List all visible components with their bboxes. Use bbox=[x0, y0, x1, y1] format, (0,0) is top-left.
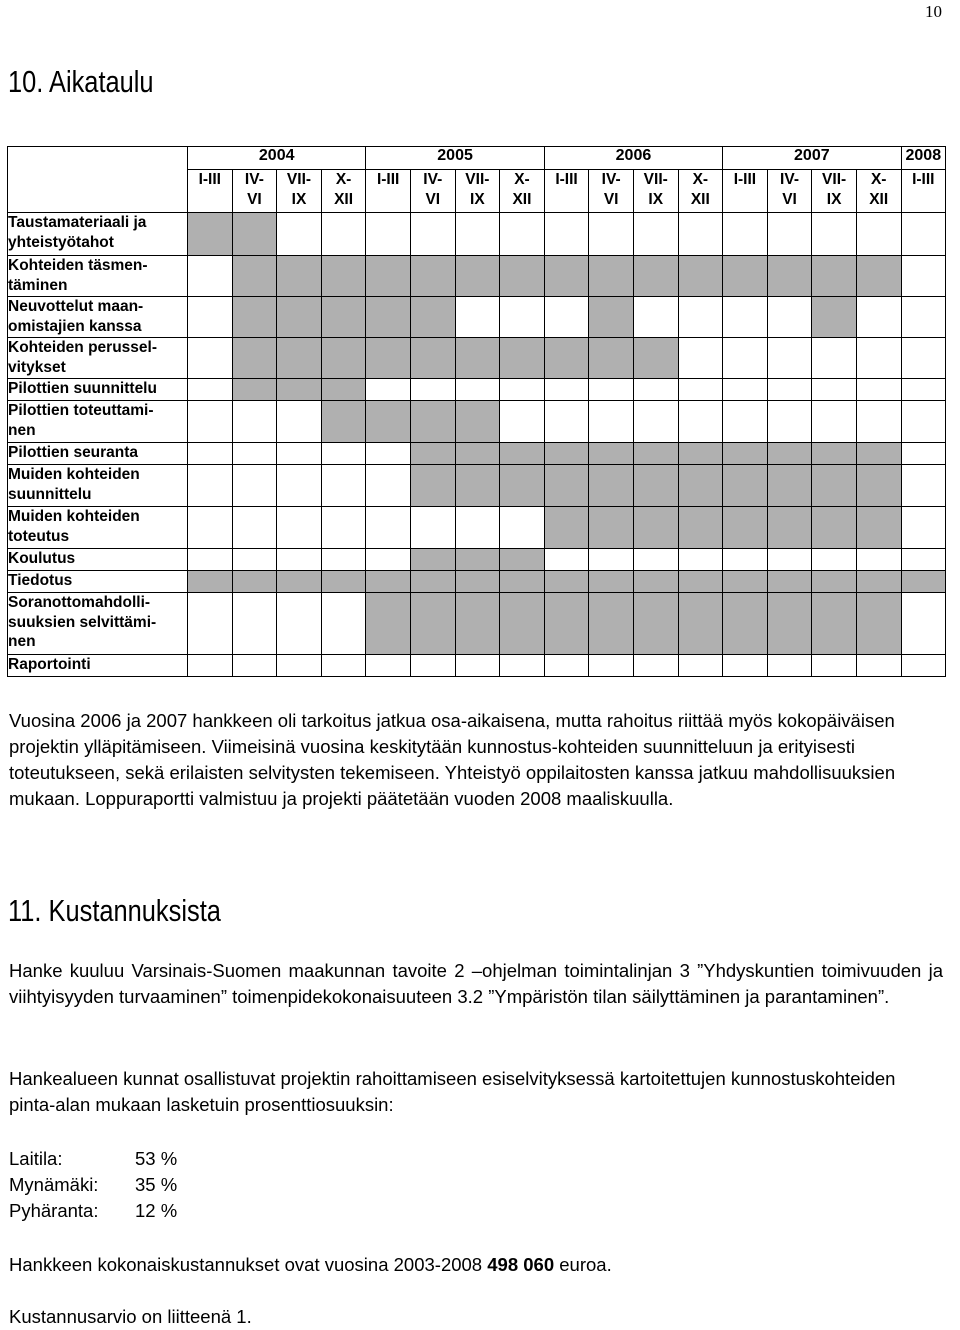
schedule-cell-empty bbox=[366, 549, 411, 571]
schedule-cell-active bbox=[901, 571, 946, 593]
schedule-cell-active bbox=[812, 297, 857, 338]
schedule-cell-active bbox=[321, 297, 366, 338]
task-row bbox=[8, 465, 946, 507]
quarter-header: IV- VI bbox=[767, 170, 812, 213]
header-corner bbox=[8, 147, 188, 213]
schedule-cell-active bbox=[633, 507, 678, 549]
schedule-cell-empty bbox=[767, 549, 812, 571]
task-label: Pilottien seuranta bbox=[8, 443, 188, 465]
schedule-cell-empty bbox=[856, 297, 901, 338]
schedule-cell-empty bbox=[901, 443, 946, 465]
task-row bbox=[8, 256, 946, 297]
schedule-cell-active bbox=[321, 571, 366, 593]
schedule-cell-active bbox=[500, 256, 545, 297]
schedule-cell-active bbox=[410, 401, 455, 443]
schedule-cell-active bbox=[544, 507, 589, 549]
task-label: Muiden kohteiden suunnittelu bbox=[8, 465, 188, 507]
schedule-cell-empty bbox=[812, 401, 857, 443]
schedule-cell-empty bbox=[589, 213, 634, 256]
schedule-cell-empty bbox=[188, 465, 233, 507]
quarter-header: X- XII bbox=[856, 170, 901, 213]
schedule-cell-active bbox=[767, 507, 812, 549]
schedule-cell-active bbox=[277, 297, 322, 338]
section-11-heading: 11. Kustannuksista bbox=[8, 893, 221, 928]
schedule-cell-empty bbox=[723, 549, 768, 571]
schedule-cell-active bbox=[723, 593, 768, 655]
schedule-cell-active bbox=[455, 571, 500, 593]
municipality-share-list bbox=[9, 1146, 177, 1224]
schedule-cell-empty bbox=[277, 401, 322, 443]
municipality-name: Pyhäranta: bbox=[9, 1200, 99, 1221]
schedule-cell-active bbox=[455, 593, 500, 655]
schedule-cell-empty bbox=[455, 213, 500, 256]
schedule-cell-empty bbox=[188, 379, 233, 401]
schedule-cell-active bbox=[500, 443, 545, 465]
schedule-cell-empty bbox=[232, 401, 277, 443]
schedule-cell-empty bbox=[410, 655, 455, 677]
schedule-cell-empty bbox=[678, 213, 723, 256]
task-row bbox=[8, 379, 946, 401]
schedule-cell-empty bbox=[901, 507, 946, 549]
schedule-cell-empty bbox=[589, 379, 634, 401]
schedule-cell-empty bbox=[232, 443, 277, 465]
schedule-cell-empty bbox=[321, 465, 366, 507]
schedule-cell-empty bbox=[901, 549, 946, 571]
schedule-cell-empty bbox=[856, 549, 901, 571]
schedule-cell-active bbox=[767, 443, 812, 465]
schedule-cell-empty bbox=[277, 655, 322, 677]
quarter-header: VII- IX bbox=[455, 170, 500, 213]
task-label: Raportointi bbox=[8, 655, 188, 677]
schedule-cell-empty bbox=[232, 465, 277, 507]
schedule-cell-empty bbox=[678, 338, 723, 379]
total-cost-prefix: Hankkeen kokonaiskustannukset ovat vuosina 2003-2008 bbox=[9, 1254, 483, 1275]
schedule-cell-active bbox=[410, 549, 455, 571]
schedule-cell-active bbox=[856, 507, 901, 549]
schedule-cell-empty bbox=[410, 213, 455, 256]
schedule-cell-empty bbox=[812, 379, 857, 401]
schedule-cell-active bbox=[723, 507, 768, 549]
schedule-cell-empty bbox=[500, 213, 545, 256]
schedule-cell-empty bbox=[500, 655, 545, 677]
schedule-cell-empty bbox=[366, 655, 411, 677]
schedule-cell-active bbox=[500, 571, 545, 593]
schedule-cell-active bbox=[544, 256, 589, 297]
schedule-cell-active bbox=[188, 571, 233, 593]
schedule-cell-active bbox=[856, 443, 901, 465]
municipality-name: Mynämäki: bbox=[9, 1174, 99, 1195]
schedule-cell-active bbox=[589, 443, 634, 465]
schedule-cell-active bbox=[633, 256, 678, 297]
quarter-header: VII- IX bbox=[633, 170, 678, 213]
schedule-cell-empty bbox=[455, 297, 500, 338]
quarter-header: IV- VI bbox=[232, 170, 277, 213]
schedule-cell-empty bbox=[500, 379, 545, 401]
schedule-cell-empty bbox=[544, 297, 589, 338]
schedule-cell-empty bbox=[589, 655, 634, 677]
schedule-cell-active bbox=[856, 465, 901, 507]
schedule-cell-active bbox=[500, 465, 545, 507]
schedule-cell-active bbox=[366, 571, 411, 593]
schedule-cell-active bbox=[678, 465, 723, 507]
schedule-cell-active bbox=[232, 379, 277, 401]
schedule-cell-empty bbox=[723, 297, 768, 338]
quarter-header: IV- VI bbox=[410, 170, 455, 213]
schedule-cell-empty bbox=[366, 213, 411, 256]
schedule-cell-active bbox=[455, 338, 500, 379]
schedule-cell-active bbox=[544, 593, 589, 655]
schedule-cell-empty bbox=[856, 401, 901, 443]
schedule-cell-active bbox=[723, 256, 768, 297]
year-header: 2004 bbox=[188, 147, 366, 170]
schedule-cell-active bbox=[812, 571, 857, 593]
schedule-cell-empty bbox=[188, 297, 233, 338]
quarter-header: I-III bbox=[366, 170, 411, 213]
schedule-cell-empty bbox=[277, 549, 322, 571]
schedule-cell-active bbox=[455, 443, 500, 465]
schedule-cell-active bbox=[277, 256, 322, 297]
schedule-cell-empty bbox=[678, 379, 723, 401]
schedule-cell-empty bbox=[500, 401, 545, 443]
schedule-cell-empty bbox=[856, 213, 901, 256]
schedule-cell-active bbox=[678, 443, 723, 465]
schedule-cell-empty bbox=[589, 549, 634, 571]
quarter-header: I-III bbox=[723, 170, 768, 213]
schedule-cell-empty bbox=[232, 507, 277, 549]
schedule-cell-empty bbox=[232, 549, 277, 571]
schedule-cell-empty bbox=[767, 401, 812, 443]
schedule-cell-empty bbox=[678, 401, 723, 443]
schedule-cell-empty bbox=[366, 507, 411, 549]
schedule-cell-empty bbox=[812, 213, 857, 256]
task-row bbox=[8, 443, 946, 465]
schedule-cell-active bbox=[633, 593, 678, 655]
schedule-cell-active bbox=[544, 571, 589, 593]
schedule-cell-active bbox=[500, 593, 545, 655]
schedule-cell-active bbox=[410, 338, 455, 379]
schedule-cell-empty bbox=[366, 465, 411, 507]
schedule-cell-empty bbox=[901, 213, 946, 256]
schedule-cell-empty bbox=[277, 593, 322, 655]
schedule-cell-active bbox=[321, 256, 366, 297]
schedule-cell-active bbox=[455, 549, 500, 571]
year-header: 2006 bbox=[544, 147, 722, 170]
schedule-cell-empty bbox=[767, 297, 812, 338]
schedule-cell-active bbox=[500, 338, 545, 379]
quarter-header: VII- IX bbox=[277, 170, 322, 213]
section-10-heading: 10. Aikataulu bbox=[8, 64, 154, 99]
funding-paragraph: Hankealueen kunnat osallistuvat projektin rahoittamiseen esiselvityksessä kartoitettujen kunnostuskohteiden pinta-alan mukaan lasketuin prosenttiosuuksin: bbox=[9, 1068, 896, 1115]
schedule-cell-active bbox=[277, 338, 322, 379]
schedule-cell-active bbox=[678, 256, 723, 297]
schedule-cell-empty bbox=[188, 256, 233, 297]
year-header: 2005 bbox=[366, 147, 544, 170]
schedule-cell-empty bbox=[901, 401, 946, 443]
schedule-cell-active bbox=[500, 549, 545, 571]
total-cost-suffix: euroa. bbox=[559, 1254, 612, 1275]
schedule-cell-empty bbox=[321, 549, 366, 571]
annex-note: Kustannusarvio on liitteenä 1. bbox=[9, 1306, 252, 1327]
year-header: 2008 bbox=[901, 147, 946, 170]
task-label: Pilottien suunnittelu bbox=[8, 379, 188, 401]
schedule-cell-empty bbox=[188, 507, 233, 549]
task-label: Kohteiden täsmen- täminen bbox=[8, 256, 188, 297]
task-row bbox=[8, 593, 946, 655]
schedule-cell-active bbox=[589, 593, 634, 655]
schedule-cell-empty bbox=[901, 338, 946, 379]
schedule-cell-active bbox=[455, 465, 500, 507]
schedule-cell-active bbox=[277, 571, 322, 593]
schedule-cell-empty bbox=[723, 379, 768, 401]
municipality-share: 35 % bbox=[135, 1174, 178, 1195]
schedule-cell-active bbox=[812, 443, 857, 465]
quarter-header: I-III bbox=[188, 170, 233, 213]
schedule-cell-active bbox=[232, 297, 277, 338]
schedule-cell-empty bbox=[633, 213, 678, 256]
schedule-cell-empty bbox=[812, 655, 857, 677]
schedule-cell-active bbox=[366, 256, 411, 297]
total-cost-amount: 498 060 bbox=[487, 1254, 555, 1275]
schedule-cell-empty bbox=[901, 297, 946, 338]
share-row bbox=[9, 1146, 177, 1172]
schedule-cell-active bbox=[767, 571, 812, 593]
schedule-cell-empty bbox=[589, 401, 634, 443]
program-paragraph: Hanke kuuluu Varsinais-Suomen maakunnan tavoite 2 –ohjelman toimintalinjan 3 ”Yhdyskuntien toimivuuden ja viihtyisyyden turvaaminen” toimenpidekokonaisuuteen 3.2 ”Ympäristön tilan säilyttäminen ja parantaminen”. bbox=[9, 960, 943, 1007]
schedule-cell-active bbox=[723, 443, 768, 465]
task-row bbox=[8, 297, 946, 338]
schedule-cell-active bbox=[856, 571, 901, 593]
schedule-cell-empty bbox=[188, 593, 233, 655]
schedule-cell-active bbox=[410, 465, 455, 507]
task-row bbox=[8, 571, 946, 593]
schedule-cell-empty bbox=[321, 213, 366, 256]
schedule-cell-empty bbox=[188, 401, 233, 443]
schedule-cell-empty bbox=[856, 655, 901, 677]
schedule-cell-empty bbox=[723, 338, 768, 379]
schedule-cell-active bbox=[723, 465, 768, 507]
schedule-cell-empty bbox=[500, 507, 545, 549]
task-label: Koulutus bbox=[8, 549, 188, 571]
schedule-cell-empty bbox=[188, 338, 233, 379]
schedule-cell-active bbox=[544, 443, 589, 465]
schedule-cell-empty bbox=[188, 443, 233, 465]
schedule-cell-empty bbox=[544, 379, 589, 401]
schedule-cell-empty bbox=[856, 338, 901, 379]
schedule-cell-active bbox=[589, 297, 634, 338]
schedule-cell-active bbox=[589, 338, 634, 379]
share-row bbox=[9, 1198, 177, 1224]
schedule-cell-active bbox=[767, 465, 812, 507]
schedule-cell-active bbox=[812, 256, 857, 297]
task-row bbox=[8, 213, 946, 256]
schedule-cell-active bbox=[455, 401, 500, 443]
schedule-cell-empty bbox=[812, 338, 857, 379]
schedule-cell-empty bbox=[678, 297, 723, 338]
schedule-cell-empty bbox=[901, 379, 946, 401]
task-label: Tiedotus bbox=[8, 571, 188, 593]
schedule-cell-active bbox=[589, 507, 634, 549]
schedule-cell-empty bbox=[723, 655, 768, 677]
schedule-cell-empty bbox=[366, 443, 411, 465]
task-label: Muiden kohteiden toteutus bbox=[8, 507, 188, 549]
schedule-cell-empty bbox=[633, 401, 678, 443]
quarter-header: X- XII bbox=[678, 170, 723, 213]
schedule-cell-active bbox=[767, 256, 812, 297]
share-row bbox=[9, 1172, 177, 1198]
schedule-cell-active bbox=[410, 571, 455, 593]
schedule-cell-empty bbox=[678, 655, 723, 677]
year-header-row bbox=[8, 147, 946, 170]
schedule-cell-empty bbox=[767, 213, 812, 256]
schedule-cell-active bbox=[678, 571, 723, 593]
schedule-cell-empty bbox=[321, 655, 366, 677]
task-row bbox=[8, 338, 946, 379]
schedule-cell-empty bbox=[901, 465, 946, 507]
task-row bbox=[8, 401, 946, 443]
schedule-cell-active bbox=[812, 593, 857, 655]
task-label: Soranottomahdolli- suuksien selvittämi- nen bbox=[8, 593, 188, 655]
task-row bbox=[8, 549, 946, 571]
schedule-cell-active bbox=[232, 571, 277, 593]
schedule-cell-active bbox=[321, 338, 366, 379]
task-row bbox=[8, 507, 946, 549]
schedule-cell-active bbox=[232, 338, 277, 379]
year-header: 2007 bbox=[723, 147, 901, 170]
schedule-cell-active bbox=[410, 256, 455, 297]
schedule-cell-empty bbox=[188, 655, 233, 677]
schedule-cell-active bbox=[188, 213, 233, 256]
quarter-header: X- XII bbox=[321, 170, 366, 213]
schedule-cell-empty bbox=[277, 507, 322, 549]
quarter-header: I-III bbox=[544, 170, 589, 213]
schedule-cell-active bbox=[366, 297, 411, 338]
schedule-cell-empty bbox=[321, 443, 366, 465]
quarter-header: X- XII bbox=[500, 170, 545, 213]
schedule-cell-active bbox=[455, 256, 500, 297]
schedule-cell-active bbox=[812, 507, 857, 549]
quarter-header: VII- IX bbox=[812, 170, 857, 213]
municipality-share: 53 % bbox=[135, 1148, 178, 1169]
schedule-cell-empty bbox=[232, 593, 277, 655]
schedule-cell-empty bbox=[544, 655, 589, 677]
municipality-name: Laitila: bbox=[9, 1148, 63, 1169]
quarter-header: IV- VI bbox=[589, 170, 634, 213]
schedule-cell-active bbox=[723, 571, 768, 593]
schedule-cell-empty bbox=[544, 401, 589, 443]
schedule-cell-active bbox=[678, 507, 723, 549]
schedule-cell-empty bbox=[277, 213, 322, 256]
total-cost-line bbox=[9, 1252, 612, 1278]
schedule-cell-empty bbox=[500, 297, 545, 338]
schedule-description: Vuosina 2006 ja 2007 hankkeen oli tarkoitus jatkua osa-aikaisena, mutta rahoitus riittää myös kokopäiväisen projektin ylläpitämiseen. Viimeisinä vuosina keskitytään kunnostus-kohteiden suunnitteluun ja erityisesti toteutukseen, sekä erilaisten selvitysten tekemiseen. Yhteistyö oppilaitosten kanssa jatkuu mahdollisuuksien mukaan. Loppuraportti valmistuu ja projekti päätetään vuoden 2008 maaliskuulla. bbox=[9, 710, 896, 809]
schedule-cell-empty bbox=[410, 507, 455, 549]
schedule-cell-active bbox=[856, 593, 901, 655]
schedule-cell-active bbox=[410, 593, 455, 655]
schedule-cell-empty bbox=[455, 655, 500, 677]
schedule-cell-active bbox=[277, 379, 322, 401]
schedule-cell-empty bbox=[901, 593, 946, 655]
schedule-cell-empty bbox=[856, 379, 901, 401]
schedule-cell-empty bbox=[277, 465, 322, 507]
schedule-cell-empty bbox=[723, 213, 768, 256]
schedule-cell-active bbox=[589, 256, 634, 297]
schedule-cell-active bbox=[589, 465, 634, 507]
schedule-cell-active bbox=[366, 593, 411, 655]
schedule-cell-active bbox=[633, 571, 678, 593]
schedule-cell-active bbox=[633, 338, 678, 379]
task-label: Neuvottelut maan- omistajien kanssa bbox=[8, 297, 188, 338]
schedule-cell-active bbox=[678, 593, 723, 655]
schedule-cell-active bbox=[633, 443, 678, 465]
schedule-cell-active bbox=[544, 465, 589, 507]
schedule-cell-empty bbox=[812, 549, 857, 571]
schedule-cell-active bbox=[321, 401, 366, 443]
schedule-table bbox=[7, 146, 946, 677]
schedule-cell-active bbox=[856, 256, 901, 297]
schedule-cell-empty bbox=[901, 256, 946, 297]
schedule-cell-empty bbox=[455, 379, 500, 401]
schedule-cell-active bbox=[812, 465, 857, 507]
quarter-header: I-III bbox=[901, 170, 946, 213]
schedule-cell-empty bbox=[633, 379, 678, 401]
schedule-cell-empty bbox=[321, 507, 366, 549]
schedule-cell-active bbox=[366, 401, 411, 443]
schedule-cell-active bbox=[633, 465, 678, 507]
schedule-cell-active bbox=[321, 379, 366, 401]
schedule-cell-active bbox=[232, 256, 277, 297]
schedule-cell-empty bbox=[767, 379, 812, 401]
schedule-cell-empty bbox=[455, 507, 500, 549]
municipality-share: 12 % bbox=[135, 1200, 178, 1221]
task-label: Pilottien toteuttami- nen bbox=[8, 401, 188, 443]
schedule-cell-empty bbox=[544, 549, 589, 571]
task-row bbox=[8, 655, 946, 677]
schedule-cell-active bbox=[410, 443, 455, 465]
schedule-cell-empty bbox=[678, 549, 723, 571]
schedule-cell-empty bbox=[277, 443, 322, 465]
schedule-cell-empty bbox=[633, 549, 678, 571]
schedule-cell-empty bbox=[633, 655, 678, 677]
schedule-cell-empty bbox=[232, 655, 277, 677]
task-label: Kohteiden perussel- vitykset bbox=[8, 338, 188, 379]
task-label: Taustamateriaali ja yhteistyötahot bbox=[8, 213, 188, 256]
schedule-cell-active bbox=[410, 297, 455, 338]
schedule-cell-empty bbox=[366, 379, 411, 401]
schedule-cell-active bbox=[366, 338, 411, 379]
schedule-cell-empty bbox=[901, 655, 946, 677]
schedule-cell-active bbox=[589, 571, 634, 593]
page-number: 10 bbox=[925, 2, 942, 21]
schedule-cell-empty bbox=[321, 593, 366, 655]
schedule-cell-empty bbox=[767, 338, 812, 379]
schedule-cell-active bbox=[767, 593, 812, 655]
schedule-cell-empty bbox=[410, 379, 455, 401]
schedule-cell-active bbox=[544, 338, 589, 379]
schedule-cell-active bbox=[232, 213, 277, 256]
schedule-cell-empty bbox=[544, 213, 589, 256]
schedule-cell-empty bbox=[723, 401, 768, 443]
schedule-cell-empty bbox=[188, 549, 233, 571]
schedule-cell-empty bbox=[633, 297, 678, 338]
schedule-cell-empty bbox=[767, 655, 812, 677]
